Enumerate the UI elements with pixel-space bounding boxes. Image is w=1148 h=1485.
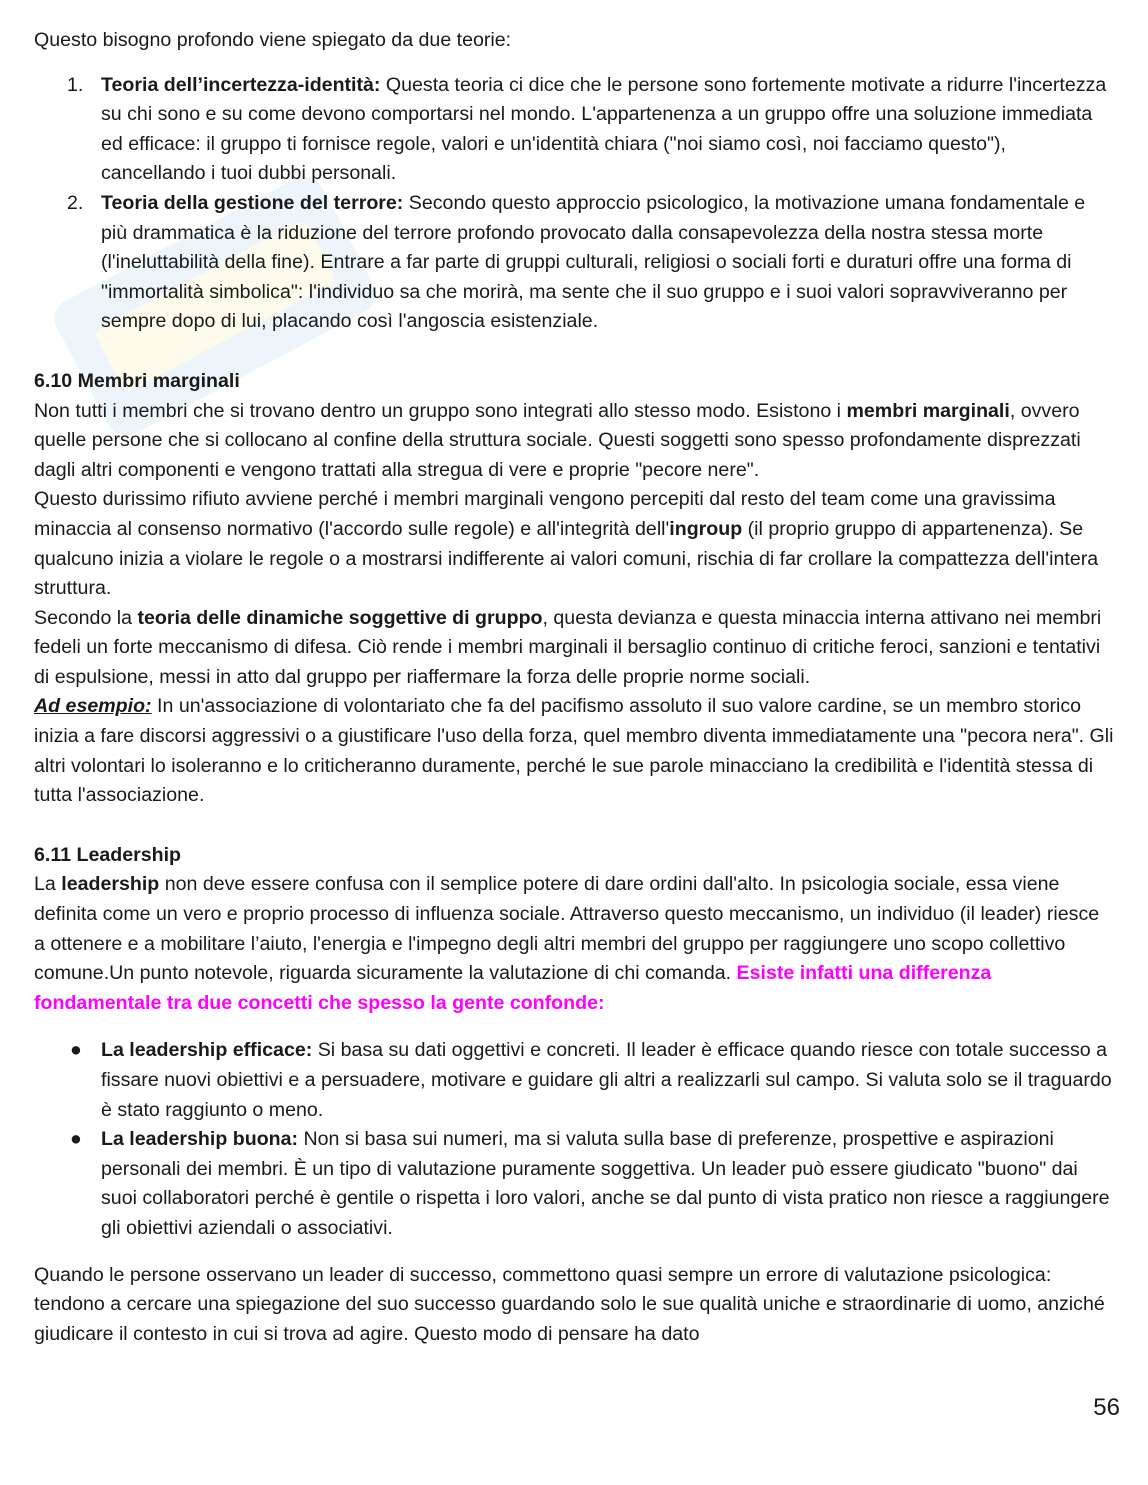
bullet-title: La leadership buona:	[101, 1128, 299, 1151]
text-run: , questa devianza e questa minaccia interna attivano nei membri fedeli un forte meccanismo di difesa. Ciò rende i membri marginali il bersaglio continuo di critiche feroci, sanzioni e tentativi di espulsione, messi in atto dal gruppo per riaffermare la forza delle proprie norme sociali.	[34, 606, 1102, 688]
text-run: La	[34, 873, 62, 896]
theory-title: Teoria della gestione del terrore:	[101, 191, 404, 214]
theory-text: Secondo questo approccio psicologico, la motivazione umana fondamentale e più drammatica è la riduzione del terrore profondo provocato dalla consapevolezza della nostra stessa morte (l'ineluttabilità della fine). Entrare a far parte di gruppi culturali, religiosi o sociali forti e duraturi offre una forma di "immortalità simbolica": l'individuo sa che morirà, ma sente che il suo gruppo e i suoi valori sopravviveranno per sempre dopo di lui, placando così l'angoscia esistenziale.	[101, 191, 1086, 333]
theories-list	[34, 71, 1114, 337]
highlighted-text: Esiste infatti una differenza fondamentale tra due concetti che spesso la gente confonde:	[34, 962, 992, 1014]
bold-term: teoria delle dinamiche soggettive di gruppo	[137, 606, 543, 629]
list-item	[34, 71, 1114, 189]
section-heading-6-11: 6.11 Leadership	[34, 843, 182, 866]
list-item	[34, 1125, 1114, 1243]
section-heading-6-10: 6.10 Membri marginali	[34, 369, 240, 392]
closing-paragraph: Quando le persone osservano un leader di successo, commettono quasi sempre un errore di valutazione psicologica: tendono a cercare una spiegazione del suo successo guardando solo le sue qualità uniche e straordinarie di uomo, anziché giudicare il contesto in cui si trova ad agire. Questo modo di pensare ha dato	[34, 1263, 1105, 1345]
example-paragraph	[34, 692, 1114, 810]
bold-term: ingroup	[669, 517, 743, 540]
bullet-text: Non si basa sui numeri, ma si valuta sulla base di preferenze, prospettive e aspirazioni personali dei membri. È un tipo di valutazione puramente soggettiva. Un leader può essere giudicato "buono" dai suoi collaboratori perché è gentile o rispetta i loro valori, anche se dal punto di vista pratico non riesce a raggiungere gli obiettivi aziendali o associativi.	[101, 1128, 1110, 1239]
list-number: 1.	[67, 73, 84, 96]
text-run: In un'associazione di volontariato che fa del pacifismo assoluto il suo valore cardine, se un membro storico inizia a fare discorsi aggressivi o a giustificare l'uso della forza, quel membro diventa immediatamente una "pecora nera". Gli altri volontari lo isoleranno e lo criticheranno duramente, perché le sue parole minacciano la credibilità e l'identità stessa di tutta l'associazione.	[34, 695, 1114, 807]
paragraph	[34, 870, 1114, 1018]
theory-title: Teoria dell’incertezza-identità:	[101, 73, 381, 96]
bullet-icon: ●	[70, 1128, 82, 1151]
page-number: 56	[1093, 1394, 1120, 1421]
bullet-text: Si basa su dati oggettivi e concreti. Il leader è efficace quando riesce con totale successo a fissare nuovi obiettivi e a persuadere, motivare e guidare gli altri a realizzarli sul campo. Si valuta solo se il traguardo è stato raggiunto o meno.	[101, 1039, 1112, 1121]
text-run: (il proprio gruppo di appartenenza). Se qualcuno inizia a violare le regole o a mostrarsi indifferente ai valori comuni, rischia di far crollare la compattezza dell'intera struttura.	[34, 517, 1099, 600]
text-run: Questo durissimo rifiuto avviene perché i membri marginali vengono percepiti dal resto del team come una gravissima minaccia al consenso normativo (l'accordo sulle regole) e all'integrità dell'	[34, 488, 1056, 540]
bullet-icon: ●	[70, 1039, 82, 1062]
text-run: , ovvero quelle persone che si collocano al confine della struttura sociale. Questi soggetti sono spesso profondamente disprezzati dagli altri componenti e vengono trattati alla stregua di vere e proprie "pecore nere".	[34, 399, 1081, 481]
text-run: non deve essere confusa con il semplice potere di dare ordini dall'alto. In psicologia sociale, essa viene definita come un vero e proprio processo di influenza sociale. Attraverso questo meccanismo, un individuo (il leader) riesce a ottenere e a mobilitare l’aiuto, l'energia e l'impegno degli altri membri del gruppo per raggiungere uno scopo collettivo comune.Un punto notevole, riguarda sicuramente la valutazione di chi comanda.	[34, 873, 1100, 985]
bold-term: membri marginali	[846, 399, 1010, 422]
paragraph	[34, 604, 1114, 693]
theory-text: Questa teoria ci dice che le persone sono fortemente motivate a ridurre l'incertezza su chi sono e su come devono comportarsi nel mondo. L'appartenenza a un gruppo offre una soluzione immediata ed efficace: il gruppo ti fornisce regole, valori e un'identità chiara ("noi siamo così, noi facciamo questo"), cancellando i tuoi dubbi personali.	[101, 73, 1107, 185]
bullet-title: La leadership efficace:	[101, 1039, 313, 1062]
paragraph	[34, 397, 1114, 486]
example-label: Ad esempio:	[34, 695, 152, 718]
paragraph	[34, 485, 1114, 603]
list-number: 2.	[67, 191, 84, 214]
document-page	[34, 26, 1114, 1349]
intro-paragraph: Questo bisogno profondo viene spiegato da due teorie:	[34, 29, 512, 51]
leadership-list	[34, 1036, 1114, 1243]
list-item	[34, 1036, 1114, 1125]
list-item	[34, 189, 1114, 337]
bold-term: leadership	[61, 873, 160, 896]
text-run: Secondo la	[34, 606, 138, 629]
text-run: Non tutti i membri che si trovano dentro un gruppo sono integrati allo stesso modo. Esistono i	[34, 399, 847, 422]
